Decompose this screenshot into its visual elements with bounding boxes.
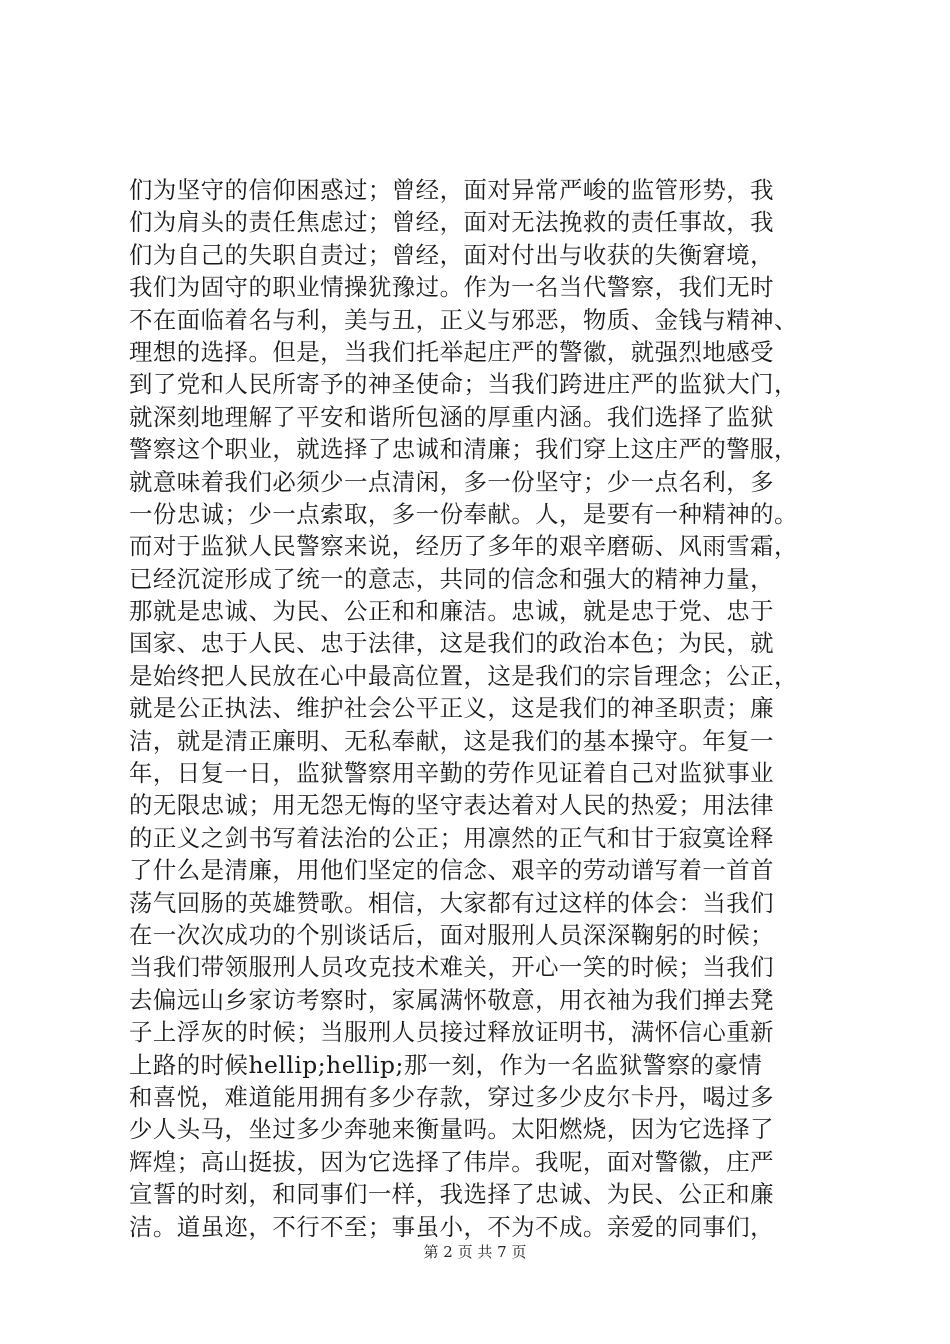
text-line: 年，日复一日，监狱警察用辛勤的劳作见证着自己对监狱事业 xyxy=(129,759,775,788)
text-line: 就是公正执法、维护社会公平正义，这是我们的神圣职责；廉 xyxy=(129,694,775,723)
text-line: 洁，就是清正廉明、无私奉献，这是我们的基本操守。年复一 xyxy=(129,726,775,755)
text-line: 的无限忠诚；用无怨无悔的坚守表达着对人民的热爱；用法律 xyxy=(129,791,775,820)
text-line: 辉煌；高山挺拔，因为它选择了伟岸。我呢，面对警徽，庄严 xyxy=(129,1147,775,1176)
text-line: 就意味着我们必须少一点清闲，多一份坚守；少一点名利，多 xyxy=(129,467,775,496)
text-line: 上路的时候hellip;hellip;那一刻，作为一名监狱警察的豪情 xyxy=(129,1050,763,1079)
text-line: 荡气回肠的英雄赞歌。相信，大家都有过这样的体会：当我们 xyxy=(129,888,775,917)
text-line: 在一次次成功的个别谈话后，面对服刑人员深深鞠躬的时候； xyxy=(129,920,775,949)
text-line: 的正义之剑书写着法治的公正；用凛然的正气和甘于寂寞诠释 xyxy=(129,823,775,852)
text-line: 不在面临着名与利，美与丑，正义与邪恶，物质、金钱与精神、 xyxy=(129,305,798,334)
text-line: 而对于监狱人民警察来说，经历了多年的艰辛磨砺、风雨雪霜， xyxy=(129,532,798,561)
text-line: 子上浮灰的时候；当服刑人员接过释放证明书，满怀信心重新 xyxy=(129,1018,775,1047)
text-line: 警察这个职业，就选择了忠诚和清廉；我们穿上这庄严的警服， xyxy=(129,435,798,464)
text-line: 洁。道虽迩，不行不至；事虽小，不为不成。亲爱的同事们， xyxy=(129,1212,775,1241)
text-line: 们为自己的失职自责过；曾经，面对付出与收获的失衡窘境， xyxy=(129,240,775,269)
text-line: 我们为固守的职业情操犹豫过。作为一名当代警察，我们无时 xyxy=(129,273,775,302)
text-line: 国家、忠于人民、忠于法律，这是我们的政治本色；为民，就 xyxy=(129,629,775,658)
page-number-footer: 第 2 页 共 7 页 xyxy=(423,1243,527,1261)
text-line: 了什么是清廉，用他们坚定的信念、艰辛的劳动谱写着一首首 xyxy=(129,856,775,885)
text-line: 宣誓的时刻，和同事们一样，我选择了忠诚、为民、公正和廉 xyxy=(129,1180,775,1209)
text-line: 就深刻地理解了平安和谐所包涵的厚重内涵。我们选择了监狱 xyxy=(129,402,775,431)
text-line: 少人头马，坐过多少奔驰来衡量吗。太阳燃烧，因为它选择了 xyxy=(129,1115,775,1144)
text-line: 去偏远山乡家访考察时，家属满怀敬意，用衣袖为我们掸去凳 xyxy=(129,985,775,1014)
body-text xyxy=(129,174,859,1243)
text-line: 那就是忠诚、为民、公正和和廉洁。忠诚，就是忠于党、忠于 xyxy=(129,597,775,626)
text-line: 和喜悦，难道能用拥有多少存款，穿过多少皮尔卡丹，喝过多 xyxy=(129,1082,775,1111)
text-line: 到了党和人民所寄予的神圣使命；当我们跨进庄严的监狱大门， xyxy=(129,370,798,399)
text-line: 已经沉淀形成了统一的意志，共同的信念和强大的精神力量， xyxy=(129,564,775,593)
text-line: 们为坚守的信仰困惑过；曾经，面对异常严峻的监管形势，我 xyxy=(129,176,775,204)
text-line: 当我们带领服刑人员攻克技术难关，开心一笑的时候；当我们 xyxy=(129,953,775,982)
text-line: 理想的选择。但是，当我们托举起庄严的警徽，就强烈地感受 xyxy=(129,337,775,366)
text-line: 一份忠诚；少一点索取，多一份奉献。人，是要有一种精神的。 xyxy=(129,499,798,528)
text-line: 是始终把人民放在心中最高位置，这是我们的宗旨理念；公正， xyxy=(129,661,798,690)
text-line: 们为肩头的责任焦虑过；曾经，面对无法挽救的责任事故，我 xyxy=(129,208,775,237)
